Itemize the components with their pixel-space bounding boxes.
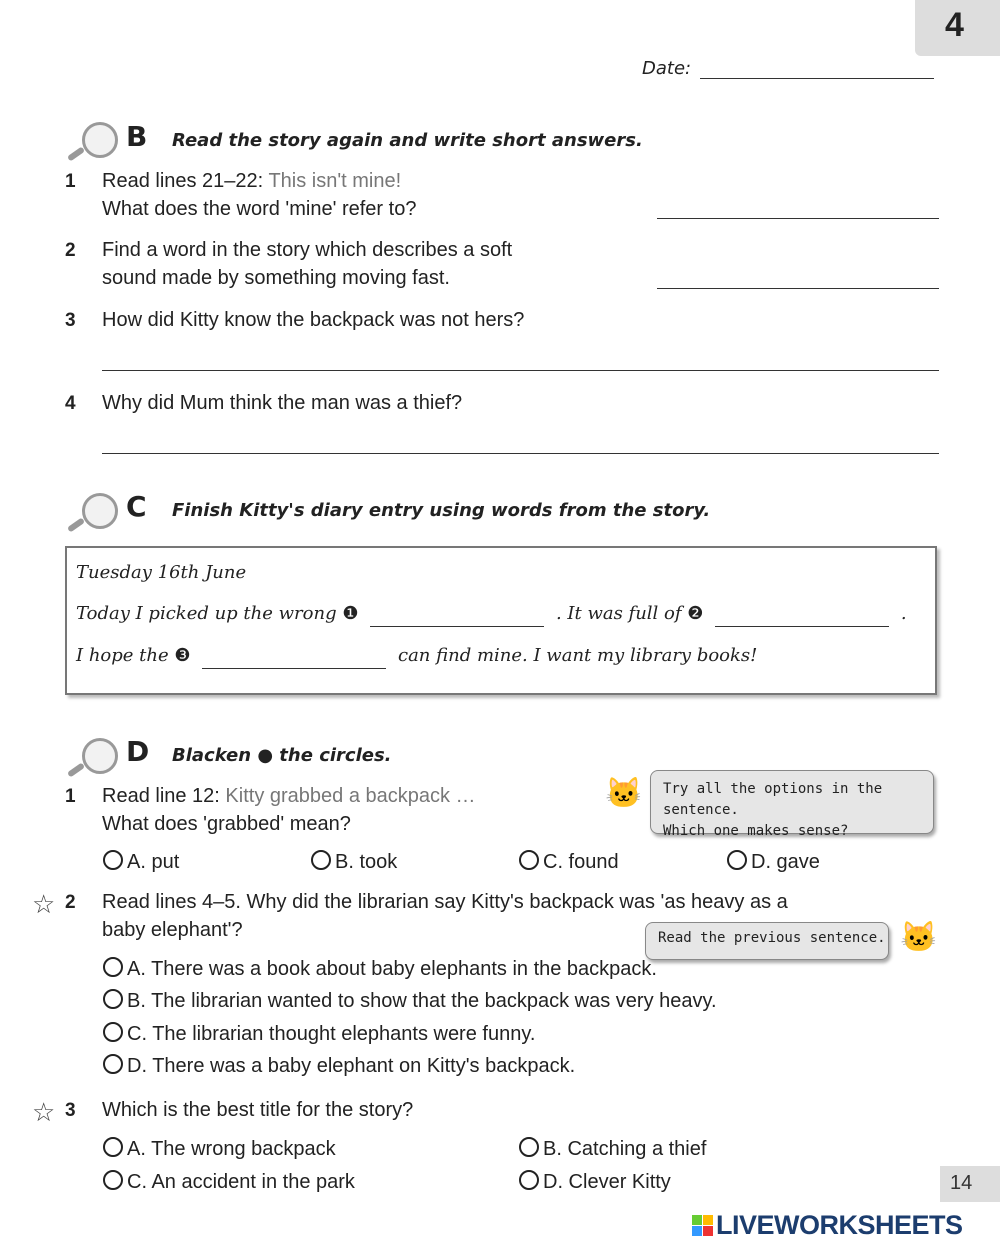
logo-icon	[692, 1215, 713, 1236]
option-d3-d[interactable]	[519, 1170, 671, 1194]
question-text: What does the word 'mine' refer to?	[102, 198, 417, 220]
question-number: 1	[65, 786, 76, 807]
radio-circle[interactable]	[519, 1170, 539, 1190]
option-label: C. An accident in the park	[127, 1171, 355, 1193]
option-label: C. found	[543, 851, 619, 873]
diary-line-2	[76, 645, 757, 669]
option-d2-d[interactable]	[103, 1054, 575, 1078]
question-text: Read lines 4–5. Why did the librarian say Kitty's backpack was 'as heavy as a	[102, 891, 788, 913]
quote: This isn't mine!	[268, 170, 402, 192]
option-label: D. Clever Kitty	[543, 1171, 671, 1193]
question-number: 1	[65, 171, 76, 192]
answer-field-b2[interactable]	[657, 266, 939, 289]
date-field[interactable]	[700, 56, 934, 79]
option-d3-c[interactable]	[103, 1170, 355, 1194]
marker-3: ❸	[174, 645, 191, 666]
option-label: C. The librarian thought elephants were funny.	[127, 1023, 536, 1045]
diary-blank-1[interactable]	[370, 604, 544, 627]
question-text: Why did Mum think the man was a thief?	[102, 392, 463, 414]
option-label: D. There was a baby elephant on Kitty's backpack.	[127, 1055, 576, 1077]
option-d3-a[interactable]	[103, 1137, 336, 1161]
radio-circle[interactable]	[727, 850, 747, 870]
diary-text: Today I picked up the wrong	[76, 603, 337, 624]
section-c-letter: C	[126, 490, 147, 523]
section-b-instruction: Read the story again and write short answers.	[172, 130, 643, 151]
section-b-letter: B	[126, 120, 148, 153]
question-text: What does 'grabbed' mean?	[102, 813, 351, 835]
question-number: 3	[65, 1100, 76, 1121]
date-label: Date:	[642, 58, 692, 79]
unit-number: 4	[945, 6, 964, 44]
radio-circle[interactable]	[103, 957, 123, 977]
page-number: 14	[950, 1172, 973, 1194]
diary-text: can find mine. I want my library books!	[397, 645, 758, 666]
cat-detective-icon: 🐱	[900, 921, 938, 954]
option-d1-d[interactable]	[727, 850, 820, 874]
option-label: B. The librarian wanted to show that the backpack was very heavy.	[127, 990, 717, 1012]
diary-date: Tuesday 16th June	[76, 562, 247, 583]
radio-circle[interactable]	[519, 1137, 539, 1157]
tip-bubble: Read the previous sentence.	[645, 922, 889, 960]
liveworksheets-logo	[692, 1210, 963, 1241]
option-label: B. took	[335, 851, 398, 873]
question-text-a: Read lines 21–22:	[102, 170, 269, 192]
radio-circle[interactable]	[103, 1022, 123, 1042]
diary-text: . It was full of	[555, 603, 682, 624]
cat-detective-icon: 🐱	[605, 777, 643, 810]
option-label: A. The wrong backpack	[127, 1138, 336, 1160]
option-d2-c[interactable]	[103, 1022, 535, 1046]
magnifier-icon	[82, 122, 118, 158]
radio-circle[interactable]	[103, 1170, 123, 1190]
radio-circle[interactable]	[519, 850, 539, 870]
star-icon: ☆	[32, 1097, 56, 1127]
answer-field-b4[interactable]	[102, 431, 939, 454]
option-d2-a[interactable]	[103, 957, 657, 981]
section-d-instruction: Blacken ● the circles.	[172, 745, 392, 766]
option-d1-c[interactable]	[519, 850, 619, 874]
question-text	[102, 785, 476, 808]
question-text: Which is the best title for the story?	[102, 1099, 414, 1121]
section-d-letter: D	[126, 735, 150, 768]
option-label: B. Catching a thief	[543, 1138, 707, 1160]
radio-circle[interactable]	[103, 850, 123, 870]
question-text: How did Kitty know the backpack was not hers?	[102, 309, 525, 331]
quote: Kitty grabbed a backpack …	[225, 785, 476, 807]
logo-text: LIVEWORKSHEETS	[716, 1210, 963, 1240]
option-label: A. put	[127, 851, 180, 873]
marker-1: ❶	[342, 603, 359, 624]
radio-circle[interactable]	[103, 1054, 123, 1074]
radio-circle[interactable]	[311, 850, 331, 870]
question-number: 2	[65, 240, 76, 261]
answer-field-b1[interactable]	[657, 196, 939, 219]
option-d1-b[interactable]	[311, 850, 397, 874]
question-number: 4	[65, 393, 76, 414]
option-d3-b[interactable]	[519, 1137, 706, 1161]
diary-text: I hope the	[76, 645, 169, 666]
tip-bubble: Try all the options in the sentence. Which one makes sense?	[650, 770, 934, 834]
option-d1-a[interactable]	[103, 850, 179, 874]
option-label: A. There was a book about baby elephants in the backpack.	[127, 958, 657, 980]
radio-circle[interactable]	[103, 989, 123, 1009]
diary-blank-3[interactable]	[202, 646, 386, 669]
question-text-a: Read line 12:	[102, 785, 226, 807]
question-text	[102, 170, 401, 193]
magnifier-icon	[82, 738, 118, 774]
magnifier-icon	[82, 493, 118, 529]
question-text: baby elephant'?	[102, 919, 243, 941]
diary-line-1	[76, 603, 907, 627]
question-number: 2	[65, 892, 76, 913]
option-label: D. gave	[751, 851, 820, 873]
option-d2-b[interactable]	[103, 989, 717, 1013]
diary-blank-2[interactable]	[715, 604, 889, 627]
answer-field-b3[interactable]	[102, 348, 939, 371]
question-text: Find a word in the story which describes a soft	[102, 239, 513, 261]
diary-text: .	[900, 603, 907, 624]
star-icon: ☆	[32, 889, 56, 919]
question-text: sound made by something moving fast.	[102, 267, 450, 289]
question-number: 3	[65, 310, 76, 331]
section-c-instruction: Finish Kitty's diary entry using words from the story.	[172, 500, 711, 521]
marker-2: ❷	[687, 603, 704, 624]
radio-circle[interactable]	[103, 1137, 123, 1157]
